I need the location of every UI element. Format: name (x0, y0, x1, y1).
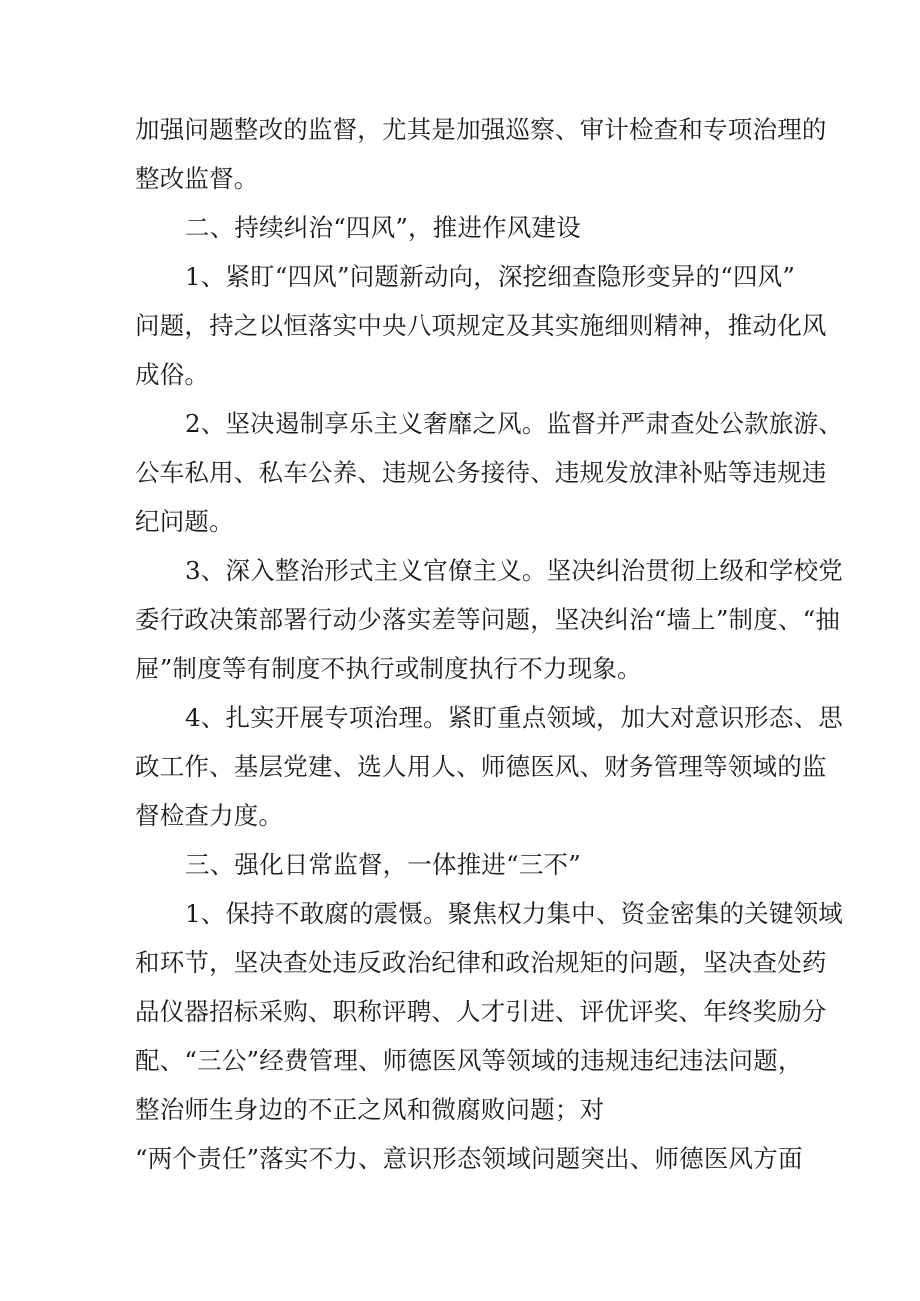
paragraph-line: 加强问题整改的监督，尤其是加强巡察、审计检查和专项治理的 (135, 115, 827, 144)
paragraph-line: 成俗。 (135, 360, 210, 389)
paragraph-line: 问题，持之以恒落实中央八项规定及其实施细则精神，推动化风 (135, 311, 827, 340)
paragraph-line: 督检查力度。 (135, 801, 284, 830)
paragraph-line: 委行政决策部署行动少落实差等问题，坚决纠治“墙上”制度、“抽 (135, 605, 841, 634)
section-heading: 二、持续纠治“四风”，推进作风建设 (185, 213, 581, 242)
paragraph-line: 2、坚决遏制享乐主义奢靡之风。监督并严肃查处公款旅游、 (185, 409, 843, 438)
paragraph-line: 1、紧盯“四风”问题新动向，深挖细查隐形变异的“四风” (185, 262, 796, 291)
paragraph-line: 纪问题。 (135, 507, 234, 536)
paragraph-line: 政工作、基层党建、选人用人、师德医风、财务管理等领域的监 (135, 752, 827, 781)
paragraph-line: 4、扎实开展专项治理。紧盯重点领域，加大对意识形态、思 (185, 703, 843, 732)
paragraph-line: 1、保持不敢腐的震慑。聚焦权力集中、资金密集的关键领域 (185, 899, 843, 928)
paragraph-line: 3、深入整治形式主义官僚主义。坚决纠治贯彻上级和学校党 (185, 556, 843, 585)
paragraph-line: 配、“三公”经费管理、师德医风等领域的违规违纪违法问题， (135, 1046, 803, 1075)
paragraph-line: 公车私用、私车公养、违规公务接待、违规发放津补贴等违规违 (135, 458, 827, 487)
paragraph-line: 品仪器招标采购、职称评聘、人才引进、评优评奖、年终奖励分 (135, 997, 827, 1026)
paragraph-line: 和环节，坚决查处违反政治纪律和政治规矩的问题，坚决查处药 (135, 948, 827, 977)
paragraph-line: 屉”制度等有制度不执行或制度执行不力现象。 (135, 654, 642, 683)
section-heading: 三、强化日常监督，一体推进“三不” (185, 850, 581, 879)
paragraph-line: 整治师生身边的不正之风和微腐败问题；对 (135, 1095, 605, 1124)
paragraph-line: “两个责任”落实不力、意识形态领域问题突出、师德医风方面 (135, 1144, 803, 1173)
paragraph-line: 整改监督。 (135, 164, 259, 193)
